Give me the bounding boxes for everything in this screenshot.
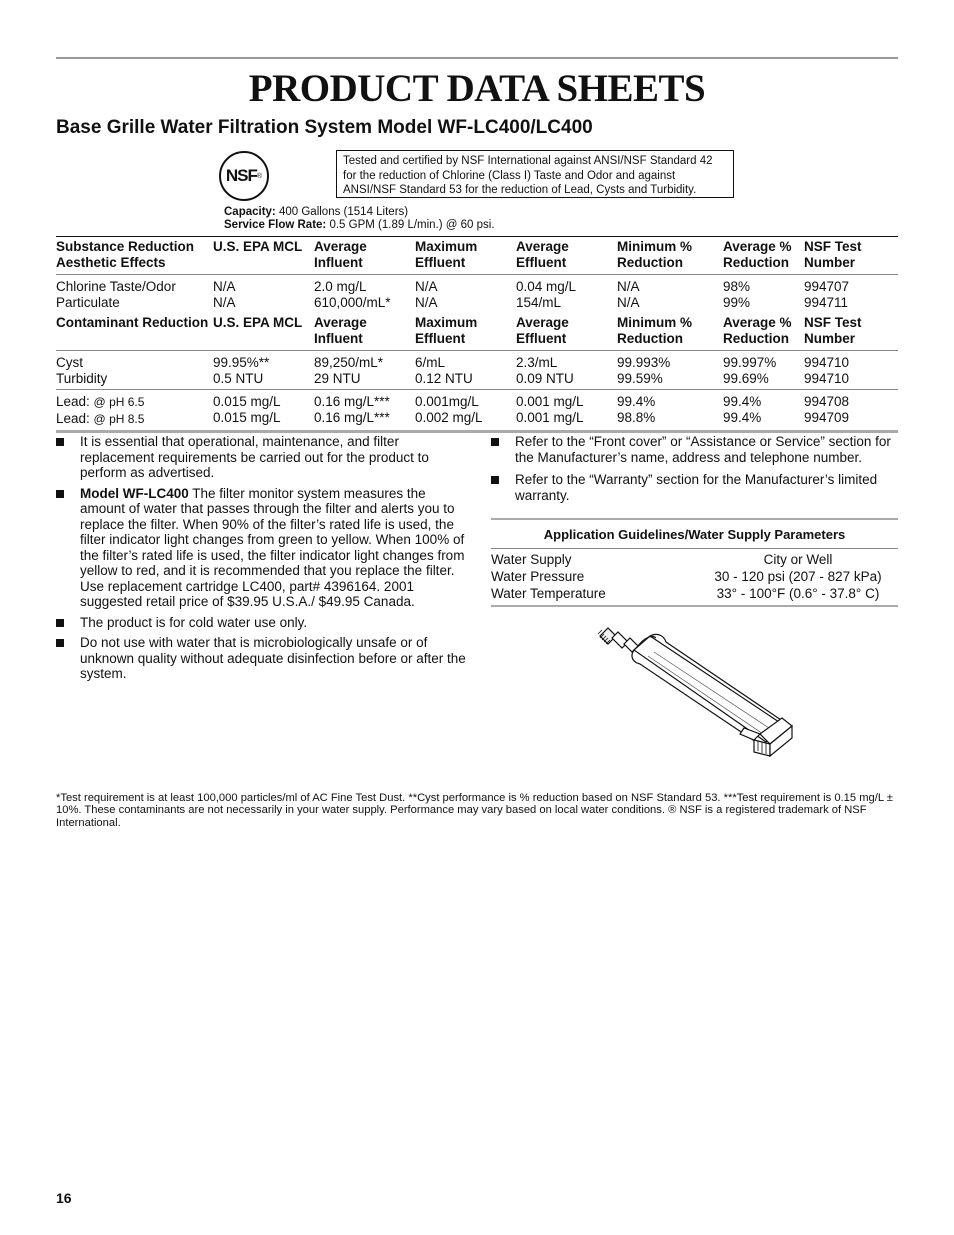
table-row — [56, 390, 898, 432]
table-cell: 2.0 mg/L 610,000/mL* — [314, 275, 415, 314]
flow-rate-label: Service Flow Rate: — [224, 219, 327, 231]
capacity-value: 400 Gallons (1514 Liters) — [275, 206, 409, 218]
application-guidelines-title: Application Guidelines/Water Supply Parameters — [491, 518, 898, 549]
header-cell: Minimum % Reduction — [617, 237, 723, 275]
table-cell: Cyst Turbidity — [56, 351, 213, 390]
list-item: It is essential that operational, maintenance, and filter replacement requirements be carried out for the product to perform as advertised. — [56, 434, 466, 481]
header-cell: Average % Reduction — [723, 315, 792, 346]
left-bullet-list — [56, 434, 466, 687]
table-cell: 99.997% 99.69% — [723, 351, 804, 390]
table-cell: 99.95%** 0.5 NTU — [213, 351, 314, 390]
header-cell: Average Effluent — [516, 237, 617, 275]
page-number: 16 — [56, 1190, 72, 1206]
nsf-logo-text: NSF — [225, 166, 257, 185]
table-cell: 99.4% 99.4% — [723, 390, 804, 432]
bullet-square-icon — [491, 438, 499, 446]
table-cell: N/A N/A — [617, 275, 723, 314]
table-cell: 6/mL 0.12 NTU — [415, 351, 516, 390]
table-cell: 0.001 mg/L 0.001 mg/L — [516, 390, 617, 432]
header-cell: Minimum % Reduction — [617, 315, 693, 346]
flow-rate-value: 0.5 GPM (1.89 L/min.) @ 60 psi. — [326, 219, 495, 231]
list-item: Model WF-LC400 The filter monitor system measures the amount of water that passes through the filter and alerts you to replace the filter. When 90% of the filter’s rated life is used, the filter indicator light changes from green to yellow. When 100% of the filter’s rated life is used, the filter indicator light changes from yellow to red, and it is recommended that you replace the filter. Use replacement cartridge LC400, part# 4396164. 2001 suggested retail price of $39.95 U.S.A./ $49.95 Canada. — [56, 486, 466, 610]
bullet-square-icon — [56, 490, 64, 498]
header-cell: Average Influent — [314, 315, 367, 346]
nsf-logo-mark: ® — [256, 172, 263, 180]
section-subtitle: Base Grille Water Filtration System Model WF-LC400/LC400 — [56, 117, 593, 138]
table-row — [56, 275, 898, 314]
table-row: Water Temperature 33° - 100°F (0.6° - 37.8° C) — [491, 586, 880, 601]
header-cell: U.S. EPA MCL — [213, 237, 314, 275]
table-cell: Lead: @ pH 6.5 Lead: @ pH 8.5 — [56, 390, 213, 432]
page — [56, 0, 898, 1235]
table-cell: 2.3/mL 0.09 NTU — [516, 351, 617, 390]
footnote: *Test requirement is at least 100,000 particles/ml of AC Fine Test Dust. **Cyst performance is % reduction based on NSF Standard 53. ***Test requirement is 0.15 mg/L ± 10%. These contaminants are not necessarily in your water supply. Performance may vary based on local water conditions. ® NSF is a registered trademark of NSF International. — [56, 792, 893, 829]
header-cell: Maximum Effluent — [415, 315, 478, 346]
table-cell: 99.993% 99.59% — [617, 351, 723, 390]
table-cell: 0.16 mg/L*** 0.16 mg/L*** — [314, 390, 415, 432]
performance-table — [56, 236, 898, 433]
table-cell: 994710 994710 — [804, 351, 898, 390]
header-cell: Average % Reduction — [723, 237, 804, 275]
table-cell: 89,250/mL* 29 NTU — [314, 351, 415, 390]
header-cell: Average Influent — [314, 237, 415, 275]
list-item: Do not use with water that is microbiologically unsafe or of unknown quality without adequate disinfection before or after the system. — [56, 635, 466, 682]
table-cell: 98% 99% — [723, 275, 804, 314]
header-cell: Average Effluent — [516, 315, 569, 346]
bullet-square-icon — [491, 476, 499, 484]
table-cell: 0.04 mg/L 154/mL — [516, 275, 617, 314]
certification-box: Tested and certified by NSF International against ANSI/NSF Standard 42 for the reduction of Chlorine (Class I) Taste and Odor and against ANSI/NSF Standard 53 for the reduction of Lead, Cysts and Turbidity. — [336, 150, 734, 198]
table-cell: Chlorine Taste/Odor Particulate — [56, 275, 213, 314]
list-item: The product is for cold water use only. — [56, 615, 466, 631]
list-item: Refer to the “Warranty” section for the Manufacturer’s limited warranty. — [491, 472, 898, 503]
table-header-row — [56, 237, 898, 275]
header-cell: Substance Reduction Aesthetic Effects — [56, 237, 213, 275]
table-cell: N/A N/A — [415, 275, 516, 314]
table-cell: N/A N/A — [213, 275, 314, 314]
application-guidelines-table — [491, 518, 898, 607]
header-cell: Maximum Effluent — [415, 237, 516, 275]
right-bullet-list — [491, 434, 898, 508]
top-rule — [56, 57, 898, 59]
nsf-logo — [219, 151, 269, 201]
table-cell: 0.001mg/L 0.002 mg/L — [415, 390, 516, 432]
list-item: Refer to the “Front cover” or “Assistance or Service” section for the Manufacturer’s name, address and telephone number. — [491, 434, 898, 465]
table-row: Water Supply City or Well — [491, 552, 833, 567]
table-cell: 0.015 mg/L 0.015 mg/L — [213, 390, 314, 432]
page-title: PRODUCT DATA SHEETS — [248, 67, 706, 110]
table-cell: 994707 994711 — [804, 275, 898, 314]
header-cell: NSF Test Number — [804, 237, 898, 275]
table-cell: 99.4% 98.8% — [617, 390, 723, 432]
header-cell: U.S. EPA MCL — [213, 315, 303, 330]
table-row: Water Pressure 30 - 120 psi (207 - 827 kPa) — [491, 569, 882, 584]
capacity-label: Capacity: — [224, 206, 276, 218]
header-cell: Contaminant Reduction — [56, 315, 209, 330]
header-cell: NSF Test Number — [804, 315, 862, 346]
bullet-square-icon — [56, 639, 64, 647]
capacity-info — [224, 206, 495, 232]
filter-cartridge-illustration — [594, 622, 794, 757]
bullet-square-icon — [56, 619, 64, 627]
table-header-row — [56, 313, 898, 351]
table-cell: 994708 994709 — [804, 390, 898, 432]
table-row — [56, 351, 898, 390]
bullet-square-icon — [56, 438, 64, 446]
